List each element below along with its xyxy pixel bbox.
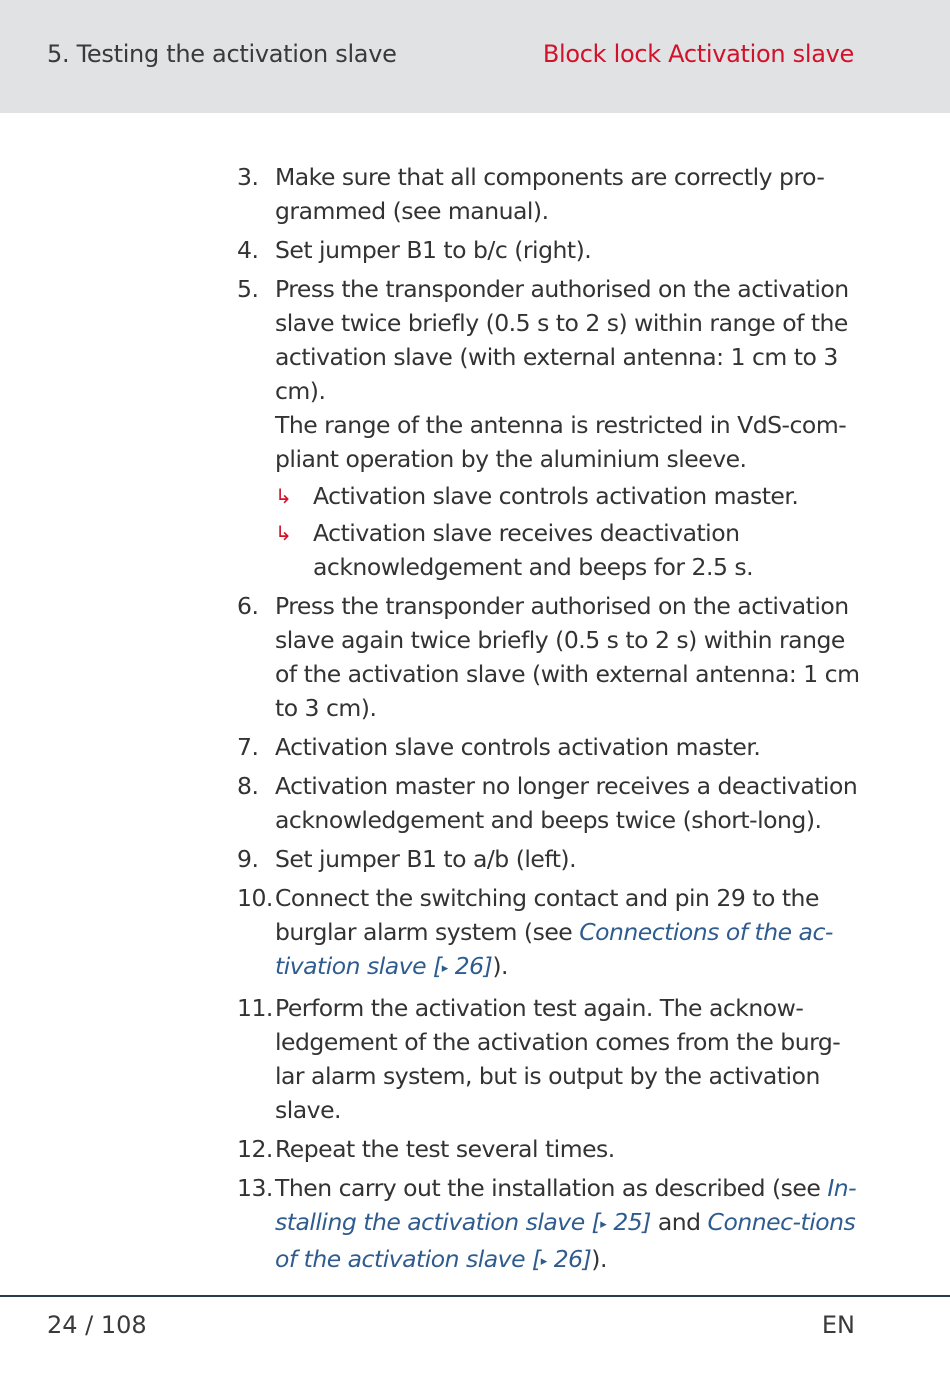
document-title: Block lock Activation slave xyxy=(542,40,854,68)
step-13 xyxy=(237,1171,867,1279)
page-ref-icon: ▸ xyxy=(600,1217,607,1232)
step-number: 13. xyxy=(237,1174,273,1202)
step-text: Activation slave controls activation master. xyxy=(275,733,761,761)
section-title: 5. Testing the activation slave xyxy=(47,40,397,68)
link-text: Connections of the ac-tivation slave [ xyxy=(275,918,833,980)
step-number: 6. xyxy=(237,592,259,620)
step-number: 3. xyxy=(237,163,259,191)
link-text: In-stalling the activation slave [ xyxy=(275,1174,857,1236)
link-ref: 25] xyxy=(613,1208,651,1236)
step-text: Repeat the test several times. xyxy=(275,1135,615,1163)
step-9 xyxy=(237,842,867,876)
step-text: Set jumper B1 to b/c (right). xyxy=(275,236,592,264)
page-ref-icon: ▸ xyxy=(441,961,448,976)
step-8 xyxy=(237,769,867,837)
result-item xyxy=(275,479,867,513)
result-item xyxy=(275,516,867,584)
language-code: EN xyxy=(821,1311,855,1339)
step-list xyxy=(237,160,867,1284)
step-text-post: ). xyxy=(591,1245,607,1273)
step-4 xyxy=(237,233,867,267)
step-number: 8. xyxy=(237,772,259,800)
step-number: 12. xyxy=(237,1135,273,1163)
step-3 xyxy=(237,160,867,228)
link-text: Connec-tions of the activation slave [ xyxy=(275,1208,856,1273)
step-5 xyxy=(237,272,867,584)
step-11 xyxy=(237,991,867,1127)
step-12 xyxy=(237,1132,867,1166)
step-number: 5. xyxy=(237,275,259,303)
step-note: The range of the antenna is restricted in VdS-com-pliant operation by the aluminium sleeve. xyxy=(275,411,847,473)
step-10 xyxy=(237,881,867,986)
page-header xyxy=(0,0,950,113)
footer-divider xyxy=(0,1295,950,1297)
page-number: 24 / 108 xyxy=(47,1311,147,1339)
step-text-pre: Then carry out the installation as described (see xyxy=(275,1174,828,1202)
step-text xyxy=(275,881,867,986)
step-7 xyxy=(237,730,867,764)
step-text-mid: and xyxy=(650,1208,708,1236)
step-text-post: ). xyxy=(492,952,508,980)
link-ref: 26] xyxy=(553,1245,592,1273)
step-text xyxy=(275,1171,867,1279)
result-arrow-icon: ↳ xyxy=(275,484,292,508)
step-number: 11. xyxy=(237,994,273,1022)
step-text: Activation master no longer receives a deactivation acknowledgement and beeps twice (short-long). xyxy=(275,772,858,834)
step-6 xyxy=(237,589,867,725)
step-text: Make sure that all components are correctly pro-grammed (see manual). xyxy=(275,163,825,225)
link-ref: 26] xyxy=(454,952,493,980)
step-text-pre: Connect the switching contact and pin 29 to the burglar alarm system (see xyxy=(275,884,819,946)
step-text: Press the transponder authorised on the activation slave again twice briefly (0.5 s to 2 s) within range of the activation slave (with external antenna: 1 cm to 3 cm). xyxy=(275,592,860,722)
step-number: 9. xyxy=(237,845,259,873)
step-number: 7. xyxy=(237,733,259,761)
step-text: Perform the activation test again. The acknow-ledgement of the activation comes from the burg-lar alarm system, but is output by the activation slave. xyxy=(275,994,841,1124)
step-number: 4. xyxy=(237,236,259,264)
step-text: Set jumper B1 to a/b (left). xyxy=(275,845,577,873)
step-text: Press the transponder authorised on the activation slave twice briefly (0.5 s to 2 s) within range of the activation slave (with external antenna: 1 cm to 3 cm). xyxy=(275,275,849,405)
step-number: 10. xyxy=(237,884,273,912)
result-text: Activation slave receives deactivation acknowledgement and beeps for 2.5 s. xyxy=(313,519,754,581)
result-text: Activation slave controls activation master. xyxy=(313,482,799,510)
page-ref-icon: ▸ xyxy=(540,1254,547,1269)
result-arrow-icon: ↳ xyxy=(275,521,292,545)
